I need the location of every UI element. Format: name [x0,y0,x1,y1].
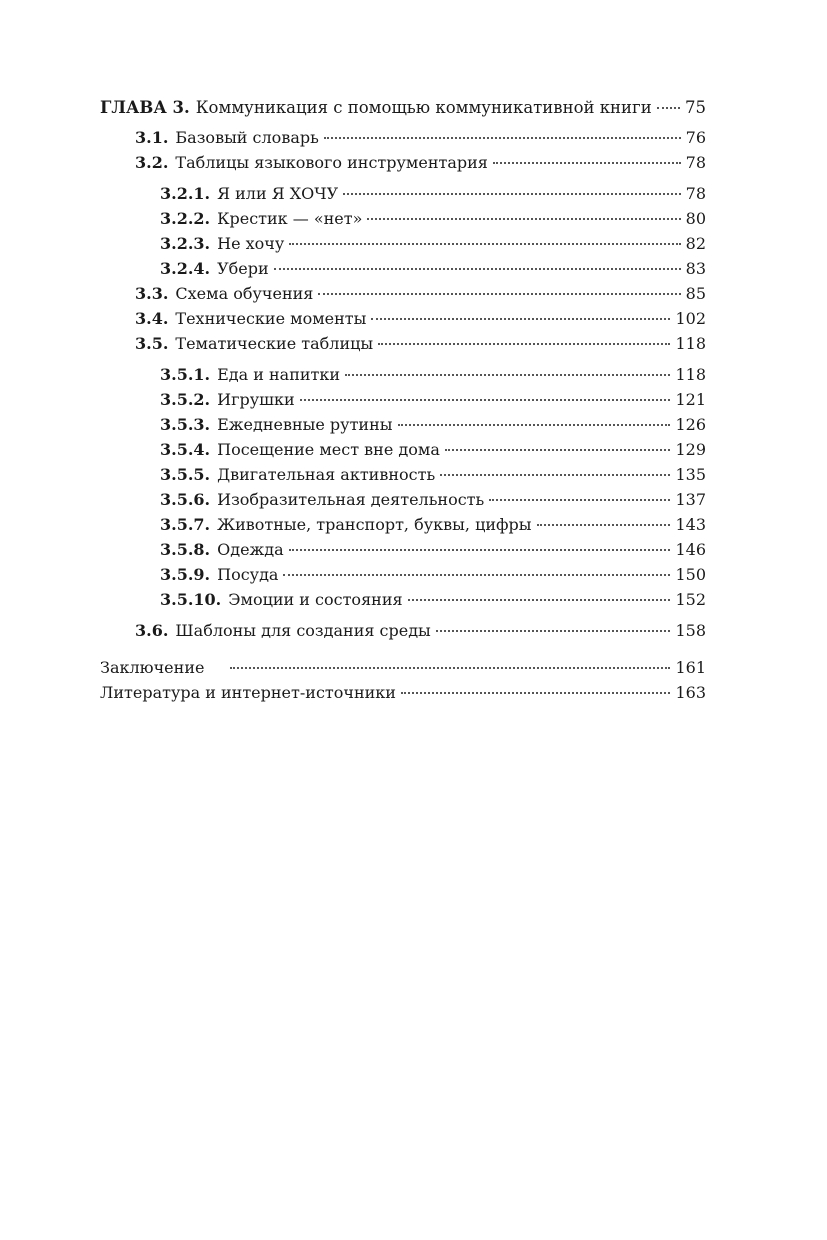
dot-leader [657,107,680,109]
table-of-contents [100,95,706,705]
toc-number: 3.6. [135,621,169,640]
toc-number: 3.5.8. [160,540,211,559]
toc-entry-3-4[interactable] [100,306,706,331]
toc-entry-3-5-2[interactable] [100,387,706,412]
toc-number: 3.2.1. [160,184,211,203]
toc-title: Заключение [100,658,205,677]
toc-title: Схема обучения [175,284,314,303]
toc-number: 3.5. [135,334,169,353]
dot-leader [401,692,670,694]
toc-number: 3.5.10. [160,590,222,609]
toc-page-number: 121 [675,390,706,409]
dot-leader [371,318,670,320]
dot-leader [283,574,670,576]
toc-number: 3.2.2. [160,209,211,228]
toc-number: 3.2.3. [160,234,211,253]
dot-leader [493,162,681,164]
toc-number: 3.5.6. [160,490,211,509]
toc-number: ГЛАВА 3. [100,98,190,117]
toc-number: 3.4. [135,309,169,328]
toc-title: Двигательная активность [217,465,436,484]
toc-title: Базовый словарь [175,128,319,147]
toc-chapter-3[interactable] [100,95,706,120]
toc-number: 3.1. [135,128,169,147]
toc-entry-3-2-3[interactable] [100,231,706,256]
toc-page-number: 83 [685,259,706,278]
toc-number: 3.5.7. [160,515,211,534]
dot-leader [345,374,670,376]
toc-number: 3.2.4. [160,259,211,278]
dot-leader [367,218,680,220]
dot-leader [300,399,671,401]
toc-page-number: 78 [685,153,706,172]
toc-number: 3.5.1. [160,365,211,384]
toc-number: 3.5.5. [160,465,211,484]
toc-page-number: 143 [675,515,706,534]
toc-entry-3-5-6[interactable] [100,487,706,512]
toc-entry-3-5-9[interactable] [100,562,706,587]
toc-page-number: 75 [685,98,706,117]
toc-title: Изобразительная деятельность [217,490,485,509]
dot-leader [324,137,681,139]
toc-title: Я или Я ХОЧУ [217,184,339,203]
dot-leader [408,599,671,601]
toc-title: Посещение мест вне дома [217,440,440,459]
dot-leader [289,549,671,551]
toc-title: Шаблоны для создания среды [175,621,431,640]
dot-leader [445,449,671,451]
toc-entry-3-6[interactable] [100,618,706,643]
toc-number: 3.5.3. [160,415,211,434]
toc-page-number: 80 [685,209,706,228]
toc-entry-3-2-2[interactable] [100,206,706,231]
dot-leader [274,268,681,270]
toc-entry-3-5-3[interactable] [100,412,706,437]
toc-entry-3-2-1[interactable] [100,181,706,206]
toc-page-number: 150 [675,565,706,584]
toc-number: 3.5.2. [160,390,211,409]
toc-page-number: 163 [675,683,706,702]
toc-title: Ежедневные рутины [217,415,393,434]
toc-page-number: 82 [685,234,706,253]
toc-title: Коммуникация с помощью коммуникативной книги [195,98,652,117]
toc-page-number: 152 [675,590,706,609]
toc-entry-references[interactable] [100,680,706,705]
toc-entry-3-5-8[interactable] [100,537,706,562]
toc-page-number: 146 [675,540,706,559]
dot-leader [343,193,681,195]
toc-page-number: 161 [675,658,706,677]
toc-title: Крестик — «нет» [217,209,363,228]
toc-entry-3-5[interactable] [100,331,706,356]
toc-title: Одежда [217,540,284,559]
dot-leader [436,630,671,632]
toc-entry-conclusion[interactable] [100,655,706,680]
toc-entry-3-5-4[interactable] [100,437,706,462]
dot-leader [378,343,670,345]
toc-page-number: 126 [675,415,706,434]
toc-page-number: 118 [675,365,706,384]
dot-leader [230,667,670,669]
toc-number: 3.3. [135,284,169,303]
toc-entry-3-5-1[interactable] [100,362,706,387]
toc-title: Технические моменты [175,309,367,328]
toc-page-number: 78 [685,184,706,203]
toc-page-number: 76 [685,128,706,147]
toc-title: Эмоции и состояния [228,590,403,609]
toc-page-number: 137 [675,490,706,509]
toc-entry-3-5-7[interactable] [100,512,706,537]
toc-entry-3-1[interactable] [100,125,706,150]
toc-page-number: 135 [675,465,706,484]
toc-page-number: 129 [675,440,706,459]
dot-leader [489,499,670,501]
toc-title: Животные, транспорт, буквы, цифры [217,515,532,534]
dot-leader [398,424,671,426]
toc-entry-3-2-4[interactable] [100,256,706,281]
toc-number: 3.2. [135,153,169,172]
toc-title: Посуда [217,565,279,584]
toc-title: Игрушки [217,390,295,409]
toc-number: 3.5.4. [160,440,211,459]
dot-leader [537,524,671,526]
dot-leader [289,243,680,245]
toc-title: Литература и интернет-источники [100,683,396,702]
toc-number: 3.5.9. [160,565,211,584]
toc-entry-3-5-5[interactable] [100,462,706,487]
toc-page-number: 102 [675,309,706,328]
dot-leader [440,474,670,476]
toc-title: Еда и напитки [217,365,341,384]
toc-entry-3-2[interactable] [100,150,706,175]
toc-title: Таблицы языкового инструментария [175,153,488,172]
toc-title: Тематические таблицы [175,334,374,353]
toc-page-number: 158 [675,621,706,640]
toc-page-number: 118 [675,334,706,353]
toc-page-number: 85 [685,284,706,303]
toc-title: Убери [217,259,269,278]
toc-title: Не хочу [217,234,285,253]
toc-entry-3-5-10[interactable] [100,587,706,612]
dot-leader [318,293,680,295]
toc-entry-3-3[interactable] [100,281,706,306]
